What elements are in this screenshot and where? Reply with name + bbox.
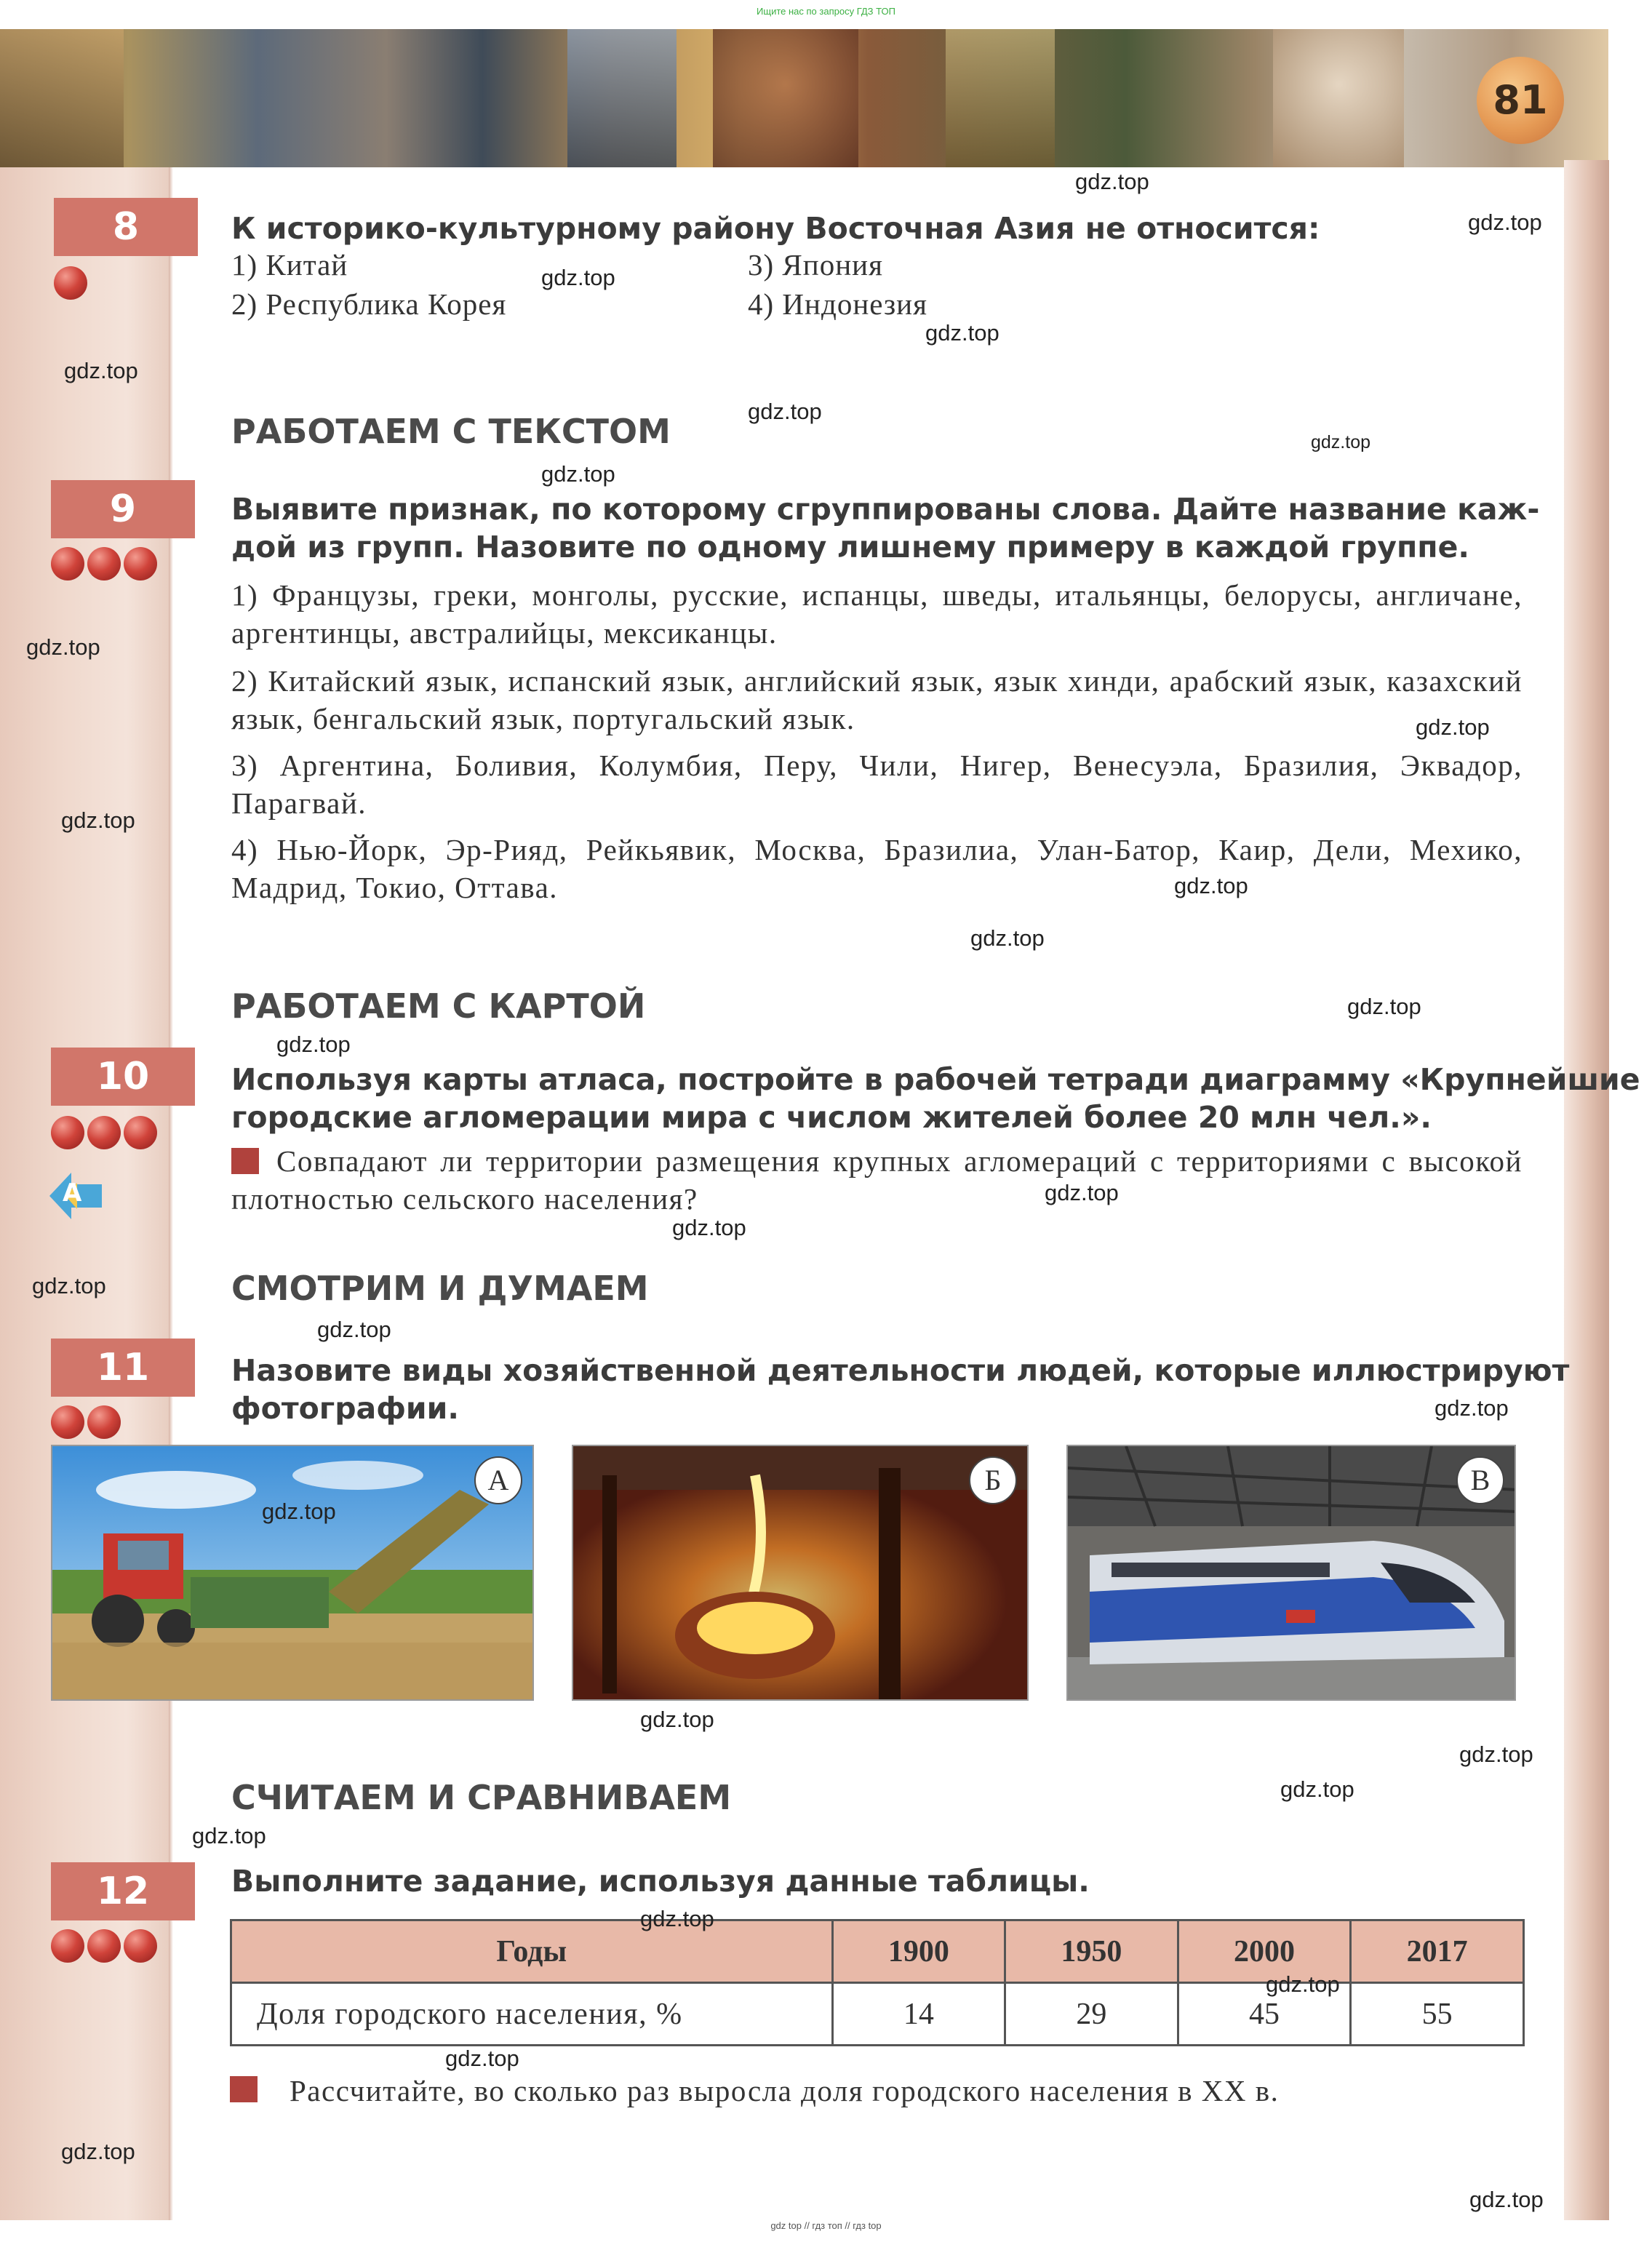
task-8-difficulty [54, 266, 87, 301]
table-cell: 45 [1178, 1983, 1351, 2046]
table-header-cell: 2000 [1178, 1920, 1351, 1983]
watermark: gdz.top [64, 358, 138, 383]
task-10-subquestion: Совпадают ли территории размещения крупных агломераций с территориями с высокой плотностью сельского населения? [231, 1144, 1523, 1216]
watermark: gdz.top [640, 1906, 714, 1931]
photo-c-transport [1066, 1445, 1516, 1701]
difficulty-dot [87, 1405, 121, 1439]
difficulty-dot [87, 1929, 121, 1963]
watermark: gdz.top [1459, 1742, 1533, 1767]
watermark: gdz.top [1416, 714, 1490, 740]
difficulty-dot [124, 1929, 157, 1963]
task-8-option-2: 2) Республика Корея [231, 287, 507, 321]
table-header-cell: 1900 [832, 1920, 1005, 1983]
task-9-item-4: 4) Нью-Йорк, Эр-Рияд, Рейкьявик, Москва, Бразилиа, Улан-Батор, Каир, Дели, Мехико, Мадрид, Токио, Оттава. [231, 833, 1523, 904]
difficulty-dot [51, 1405, 84, 1439]
task-8-option-3: 3) Япония [748, 248, 883, 282]
watermark: gdz.top [1347, 994, 1421, 1019]
watermark: gdz.top [748, 399, 822, 424]
watermark: gdz.top [640, 1707, 714, 1732]
top-search-note: Ищите нас по запросу ГДЗ ТОП [757, 6, 895, 17]
task-10-difficulty [51, 1116, 157, 1151]
difficulty-dot [51, 547, 84, 581]
task-11-difficulty [51, 1405, 121, 1440]
difficulty-dot [51, 1116, 84, 1149]
task-10-question-line-2: городские агломерации мира с числом жителей более 20 млн чел.». [231, 1100, 1432, 1135]
watermark: gdz.top [192, 1823, 266, 1848]
table-cell: 55 [1351, 1983, 1524, 2046]
table-header-cell: 2017 [1351, 1920, 1524, 1983]
watermark: gdz.top [1469, 2187, 1544, 2212]
watermark: gdz.top [1434, 1395, 1509, 1421]
task-12-badge: 12 [51, 1862, 195, 1920]
header-photo-strip [0, 29, 1608, 167]
section-title-text: РАБОТАЕМ С ТЕКСТОМ [231, 412, 671, 451]
watermark: gdz.top [317, 1317, 391, 1342]
watermark: gdz.top [1468, 210, 1542, 235]
watermark: gdz.top [672, 1215, 746, 1240]
watermark: gdz.top [541, 461, 615, 487]
task-10-question-line-1: Используя карты атласа, постройте в рабочей тетради диаграмму «Крупнейшие [231, 1062, 1640, 1097]
section-title-map: РАБОТАЕМ С КАРТОЙ [231, 986, 646, 1026]
difficulty-dot [51, 1929, 84, 1963]
task-12-subquestion: Рассчитайте, во сколько раз выросла доля городского населения в XX в. [290, 2074, 1280, 2107]
task-11-badge: 11 [51, 1339, 195, 1397]
watermark: gdz.top [1045, 1180, 1119, 1205]
photo-a-agriculture [51, 1445, 534, 1701]
photo-b-label: Б [969, 1456, 1017, 1504]
task-8-question: К историко-культурному району Восточная Азия не относится: [231, 211, 1320, 246]
watermark: gdz.top [262, 1499, 336, 1524]
molten-metal-illustration [573, 1446, 1029, 1701]
photo-a-label: А [474, 1456, 522, 1504]
difficulty-dot [124, 1116, 157, 1149]
difficulty-dot [87, 547, 121, 581]
atlas-icon-letter: А [63, 1178, 82, 1208]
watermark: gdz.top [445, 2046, 519, 2071]
task-12-question: Выполните задание, используя данные таблицы. [231, 1864, 1090, 1899]
task-9-item-1: 1) Французы, греки, монголы, русские, испанцы, шведы, итальянцы, белорусы, англичане, аргентинцы, австралийцы, мексиканцы. [231, 578, 1523, 650]
task-9-item-2: 2) Китайский язык, испанский язык, английский язык, язык хинди, арабский язык, казахский язык, бенгальский язык, португальский язык. [231, 664, 1523, 735]
table-cell: 29 [1005, 1983, 1178, 2046]
watermark: gdz.top [1266, 1971, 1340, 1997]
task-8-option-1: 1) Китай [231, 248, 348, 282]
bottom-note: gdz top // гдз топ // гдз top [770, 2220, 882, 2231]
section-title-count: СЧИТАЕМ И СРАВНИВАЕМ [231, 1778, 732, 1817]
task-9-badge: 9 [51, 480, 195, 538]
page-number: 81 [1477, 57, 1564, 144]
task-11-question-line-1: Назовите виды хозяйственной деятельности людей, которые иллюстрируют [231, 1353, 1570, 1388]
task-12-difficulty [51, 1929, 157, 1964]
difficulty-dot [54, 266, 87, 300]
difficulty-dot [124, 547, 157, 581]
watermark: gdz.top [1174, 873, 1248, 898]
watermark: gdz.top [1280, 1776, 1354, 1802]
task-9-item-3: 3) Аргентина, Боливия, Колумбия, Перу, Чили, Нигер, Венесуэла, Бразилия, Эквадор, Парагвай. [231, 749, 1523, 820]
watermark: gdz.top [61, 2139, 135, 2164]
photo-b-metallurgy [572, 1445, 1029, 1701]
watermark: gdz.top [541, 265, 615, 290]
task-9-difficulty [51, 547, 157, 582]
task-12-subquestion-marker [230, 2076, 258, 2102]
table-cell: Доля городского населения, % [231, 1983, 833, 2046]
tractor-field-illustration [52, 1446, 534, 1701]
watermark: gdz.top [925, 320, 999, 346]
task-11-question-line-2: фотографии. [231, 1391, 459, 1426]
task-9-question-line-2: дой из групп. Назовите по одному лишнему примеру в каждой группе. [231, 530, 1470, 565]
table-header-cell: Годы [231, 1920, 833, 1983]
watermark: gdz.top [1075, 169, 1149, 194]
high-speed-train-illustration [1068, 1446, 1516, 1701]
table-header-cell: 1950 [1005, 1920, 1178, 1983]
task-8-badge: 8 [54, 198, 198, 256]
watermark: gdz.top [32, 1273, 106, 1298]
table-cell: 14 [832, 1983, 1005, 2046]
section-title-look: СМОТРИМ И ДУМАЕМ [231, 1269, 649, 1308]
right-margin-band [1564, 160, 1609, 2220]
watermark: gdz.top [276, 1032, 351, 1057]
photo-c-label: В [1456, 1456, 1504, 1504]
difficulty-dot [87, 1116, 121, 1149]
task-10-badge: 10 [51, 1048, 195, 1106]
watermark: gdz.top [970, 925, 1045, 951]
watermark: gdz.top [61, 807, 135, 833]
watermark: gdz.top [1311, 432, 1371, 452]
task-8-option-4: 4) Индонезия [748, 287, 927, 321]
watermark: gdz.top [26, 634, 100, 660]
task-9-question-line-1: Выявите признак, по которому сгруппированы слова. Дайте название каж- [231, 492, 1540, 527]
